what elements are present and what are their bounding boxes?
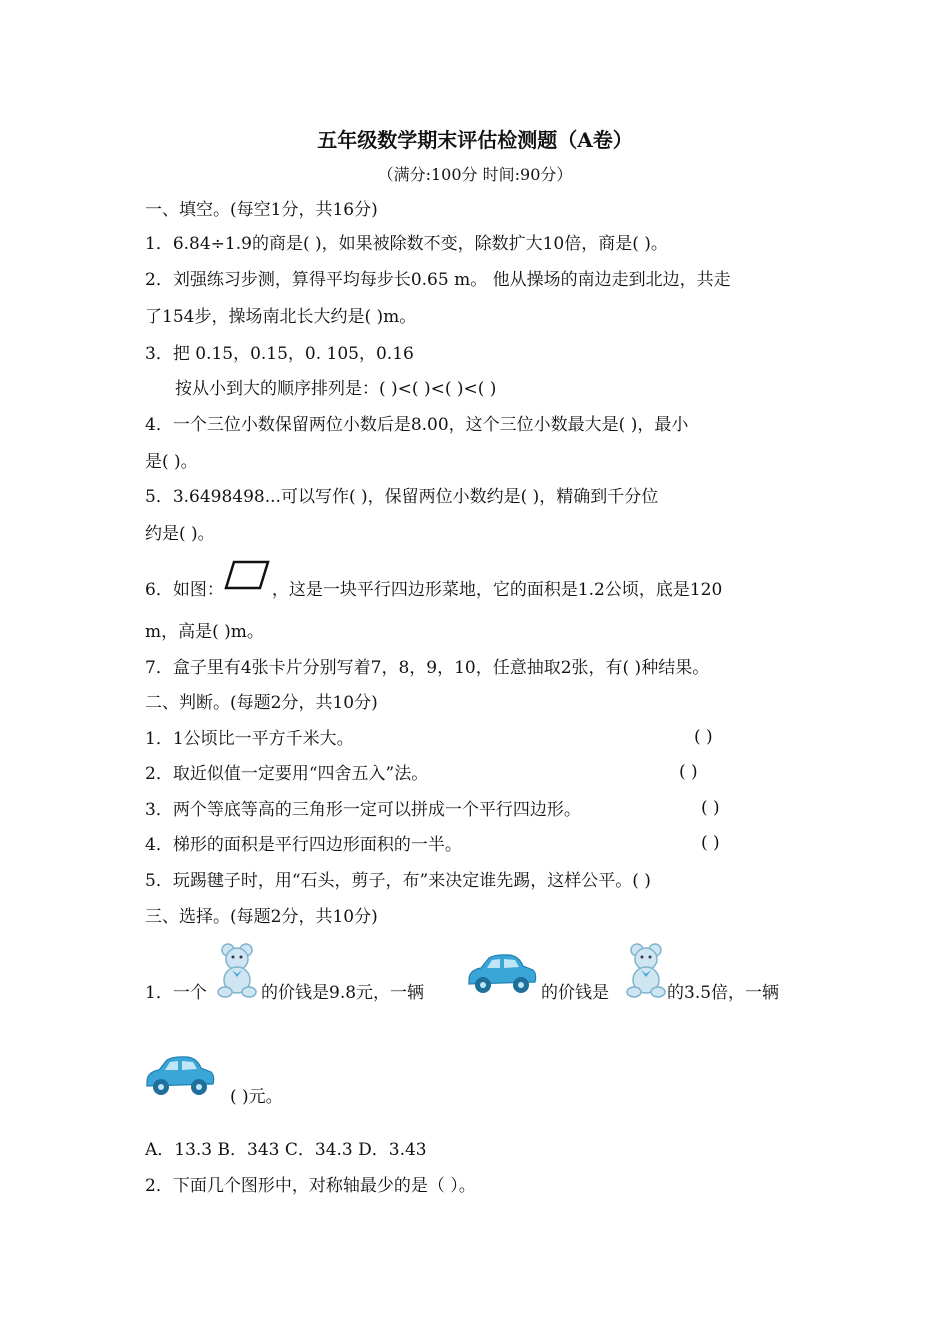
bear-icon <box>624 942 668 998</box>
question-text: m，高是( )m。 <box>145 622 264 642</box>
parallelogram-figure <box>224 578 272 602</box>
answer-paren: ( ) <box>701 833 720 853</box>
section-heading-judge: 二、判断。(每题2分，共10分) <box>145 693 378 713</box>
q6-suffix: ，这是一块平行四边形菜地，它的面积是1.2公顷，底是120 <box>271 580 723 600</box>
judge-item: 5．玩踢毽子时，用“石头，剪子，布”来决定谁先踢，这样公平。( ) <box>145 871 651 891</box>
section-heading-choice: 三、选择。(每题2分，共10分) <box>145 907 378 927</box>
answer-paren: ( ) <box>701 798 720 818</box>
choice-q1-line2: ( )元。 <box>230 1087 283 1107</box>
judge-item: 1．1公顷比一平方千米大。 <box>145 729 354 749</box>
question-text: 5．3.6498498...可以写作( )，保留两位小数约是( )，精确到千分位 <box>145 487 659 507</box>
question-text: 7．盒子里有4张卡片分别写着7，8，9，10，任意抽取2张，有( )种结果。 <box>145 658 710 678</box>
judge-item: 4．梯形的面积是平行四边形面积的一半。 <box>145 835 462 855</box>
question-text: 1．6.84÷1.9的商是( )，如果被除数不变，除数扩大10倍，商是( )。 <box>145 234 668 254</box>
question-text: 了154步，操场南北长大约是( )m。 <box>145 307 417 327</box>
car-icon <box>465 952 539 996</box>
choice-q1-part1: 1．一个 <box>145 983 207 1003</box>
car-icon <box>143 1052 217 1098</box>
question-text <box>145 578 722 602</box>
bear-icon <box>215 942 259 998</box>
answer-paren: ( ) <box>694 727 713 747</box>
choice-q1-part4: 的3.5倍，一辆 <box>667 983 780 1003</box>
page-subtitle: （满分:100分 时间:90分） <box>377 165 573 184</box>
choice-options: A．13.3 B．343 C．34.3 D．3.43 <box>145 1140 427 1160</box>
choice-q1-part2: 的价钱是9.8元，一辆 <box>261 983 425 1003</box>
section-heading-fill: 一、填空。(每空1分，共16分) <box>145 200 378 220</box>
question-text: 2．刘强练习步测，算得平均每步长0.65 m。 他从操场的南边走到北边，共走 <box>145 270 731 290</box>
choice-q2: 2．下面几个图形中，对称轴最少的是（ ）。 <box>145 1176 476 1196</box>
question-text: 约是( )。 <box>145 524 215 544</box>
question-text: 按从小到大的顺序排列是：( )<( )<( )<( ) <box>175 379 497 399</box>
answer-paren: ( ) <box>679 762 698 782</box>
question-text: 4．一个三位小数保留两位小数后是8.00，这个三位小数最大是( )，最小 <box>145 415 689 435</box>
question-text: 3．把 0.15，0.15，0. 105，0.16 <box>145 344 414 364</box>
question-text: 是( )。 <box>145 452 198 472</box>
page-title: 五年级数学期末评估检测题（A卷） <box>317 128 633 152</box>
judge-item: 2．取近似值一定要用“四舍五入”法。 <box>145 764 429 784</box>
q6-prefix: 6．如图： <box>145 580 224 600</box>
choice-q1-part3: 的价钱是 <box>541 983 609 1003</box>
judge-item: 3．两个等底等高的三角形一定可以拼成一个平行四边形。 <box>145 800 581 820</box>
